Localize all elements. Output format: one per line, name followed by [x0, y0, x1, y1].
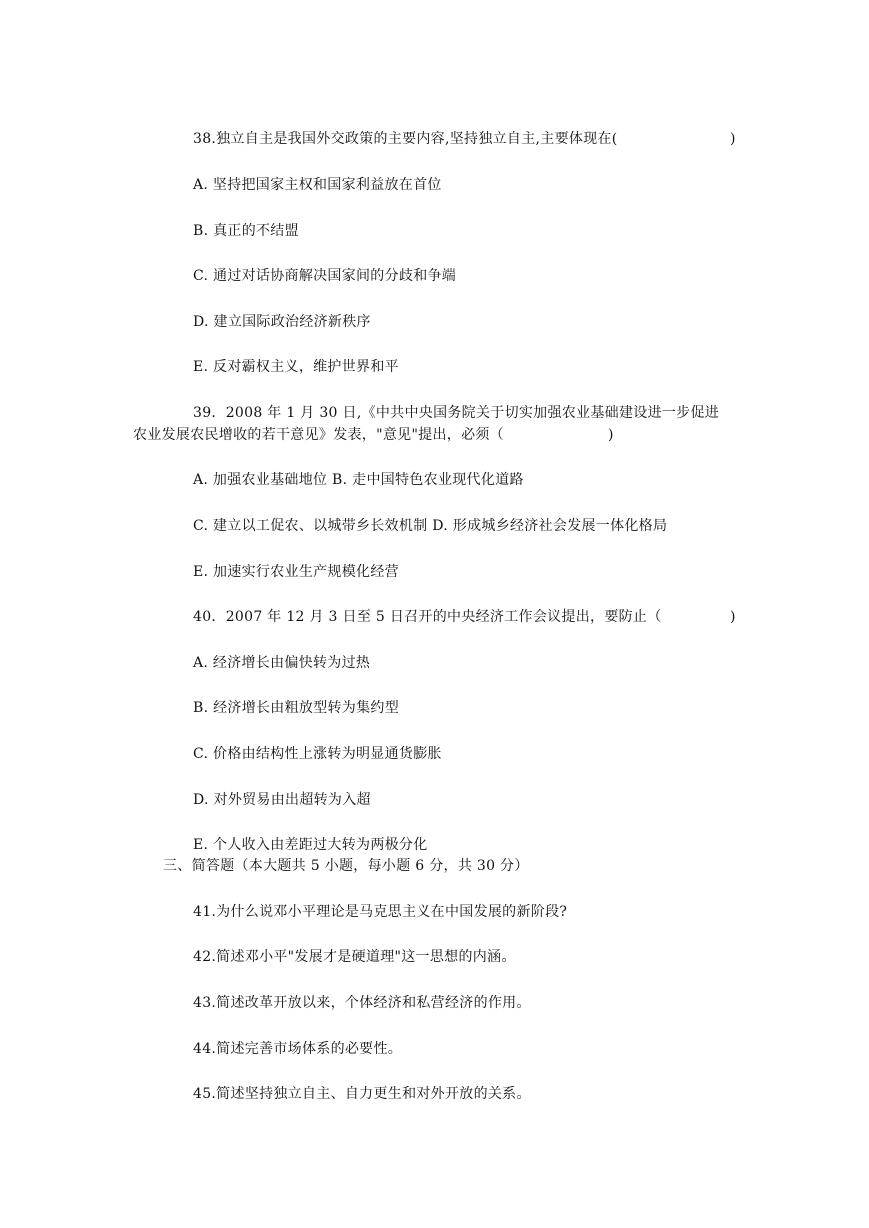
question-38-option-b: B. 真正的不结盟 [193, 223, 299, 239]
question-40-option-b: B. 经济增长由粗放型转为集约型 [193, 700, 399, 716]
short-answer-41: 41.为什么说邓小平理论是马克思主义在中国发展的新阶段? [193, 904, 568, 920]
question-38-stem: 38.独立自主是我国外交政策的主要内容,坚持独立自主,主要体现在( [193, 131, 618, 147]
short-answer-45: 45.简述坚持独立自主、自力更生和对外开放的关系。 [193, 1086, 531, 1102]
question-40-paren: ) [730, 609, 736, 625]
question-39-stem-line2: 农业发展农民增收的若干意见》发表，"意见"提出，必须（ [133, 427, 504, 443]
question-40-option-e: E. 个人收入由差距过大转为两极分化 [193, 837, 428, 853]
question-39-option-cd: C. 建立以工促农、以城带乡长效机制 D. 形成城乡经济社会发展一体化格局 [193, 518, 668, 534]
short-answer-42: 42.简述邓小平"发展才是硬道理"这一思想的内涵。 [193, 949, 516, 965]
short-answer-44: 44.简述完善市场体系的必要性。 [193, 1041, 403, 1057]
question-40-option-c: C. 价格由结构性上涨转为明显通货膨胀 [193, 746, 442, 762]
question-39-stem-line1: 39．2008 年 1 月 30 日,《中共中央国务院关于切实加强农业基础建设进一步促进 [193, 405, 720, 421]
question-38-option-e: E. 反对霸权主义，维护世界和平 [193, 359, 399, 375]
question-40-stem: 40．2007 年 12 月 3 日至 5 日召开的中央经济工作会议提出，要防止（ [193, 609, 662, 625]
question-38-option-d: D. 建立国际政治经济新秩序 [193, 314, 371, 330]
short-answer-43: 43.简述改革开放以来，个体经济和私营经济的作用。 [193, 995, 531, 1011]
question-40-option-a: A. 经济增长由偏快转为过热 [193, 655, 371, 671]
question-40-option-d: D. 对外贸易由出超转为入超 [193, 792, 371, 808]
question-39-option-e: E. 加速实行农业生产规模化经营 [193, 564, 399, 580]
question-38-option-a: A. 坚持把国家主权和国家利益放在首位 [193, 177, 442, 193]
section-title: 三、简答题（本大题共 5 小题，每小题 6 分，共 30 分） [163, 858, 529, 874]
question-39-option-ab: A. 加强农业基础地位 B. 走中国特色农业现代化道路 [193, 472, 524, 488]
question-39-paren: ) [608, 427, 614, 443]
question-38-paren: ) [730, 131, 736, 147]
question-38-option-c: C. 通过对话协商解决国家间的分歧和争端 [193, 268, 457, 284]
